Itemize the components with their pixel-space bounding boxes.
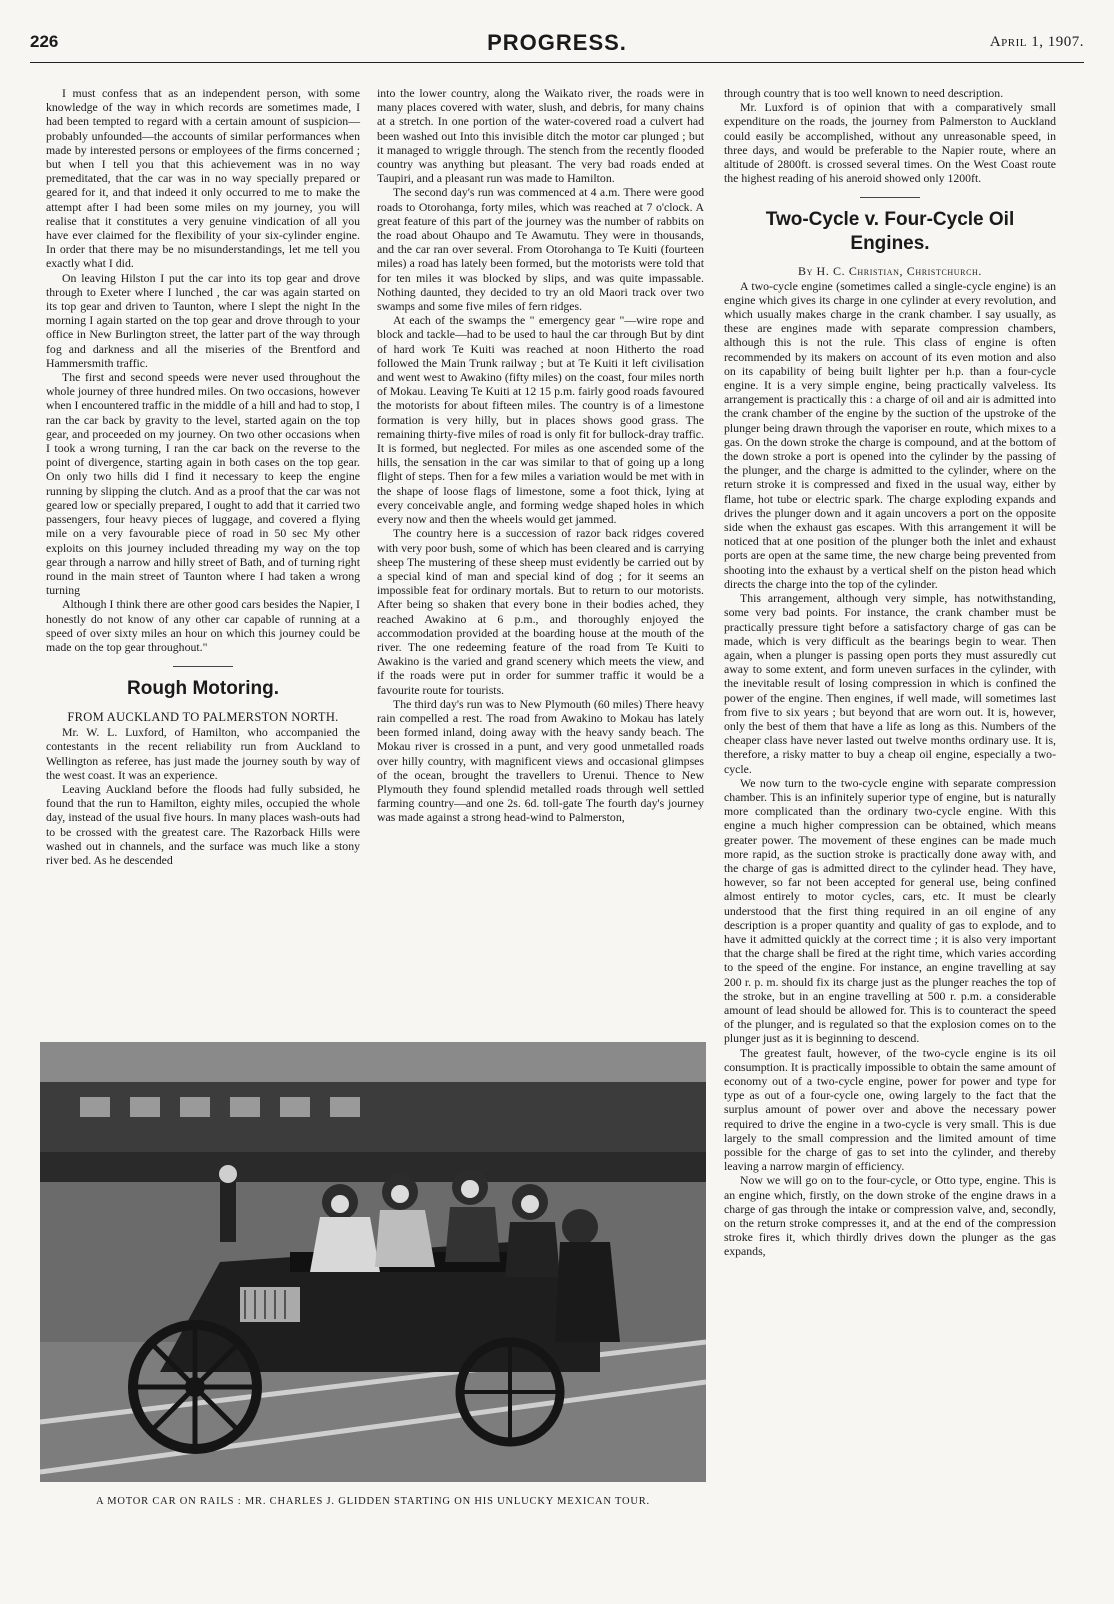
paragraph: I must confess that as an independent person, with some knowledge of the way in which records are sometimes made, I had been tempted to regard with a certain amount of suspicion—probably unfounded—the accounts of similar performances when made by interested persons or employees of the firms concerned ; but when I tell you that this achievement was in no way premeditated, that the car was in no way specially prepared or geared for it, and that indeed it only occurred to me to make the attempt after I had been some miles on my journey, you will realise that it constitutes a very genuine vindication of all you have ever claimed for the flexibility of your six-cylinder engine. In order that there may be no misunderstandings, let me tell you exactly what I did. <box>46 86 360 271</box>
paragraph: through country that is too well known to need description. <box>724 86 1004 100</box>
paragraph: Mr. Luxford is of opinion that with a comparatively small expenditure on the roads, the journey from Palmerston to Auckland could easily be accomplished, without any unreasonable speed, in three days, and would be preferable to the Napier route, where an altitude of 2800ft. is crossed several times. On the West Coast route the highest reading of his aneroid showed only 1200ft. <box>724 100 1056 186</box>
motor-car-photo <box>40 1042 706 1482</box>
paragraph: Leaving Auckland before the floods had fully subsided, he found that the run to Hamilton, eighty miles, occupied the whole day, instead of the usual five hours. In many places wash-outs had to be crossed with the greatest care. The Razorback Hills were washed out in channels, and the surface was much like a stony river bed. As he descended <box>46 781 360 867</box>
page-number: 226 <box>30 32 59 51</box>
paragraph: A two-cycle engine (sometimes called a single-cycle engine) is an engine which gives its charge in one cylinder at every revolution, and which usually makes charge in the crank chamber. I say usually, as these are engines made with separate compression chambers, although this is not the rule. This class of engine is often recommended by its makers on account of its even motion and also on its capability of being built lighter per h.p. than a four-cycle engine. It is a very simple engine, being practically valveless. Its arrangement is practically this : a charge of oil and air is admitted into the crank chamber of the engine by the suction of the upstroke of the plunger being drawn through the vaporiser en route, which mixes to a gas. On the down stroke the charge is compound, and at the bottom of the down stroke a port is opened into the cylinder by the passing of the plunger, and the charge is admitted to the cylinder, where on the return stroke it is compressed and fixed in the usual way, either by flame, hot tube or electric spark. The charge exploding expands and drives the plunger down and it again uncovers a port on the opposite side when the exhaust gas escapes. With this arrangement it will be noticed that at one position of the plunger both the inlet and exhaust ports are open at the same time, the new charge being prevented from shooting into the exhaust by a vertical shelf on the piston head which directs the charge into the top of the cylinder. <box>724 278 1056 591</box>
paragraph: This arrangement, although very simple, has notwithstanding, some very bad points. For instance, the crank chamber must be practically pressure tight before a satisfactory charge of gas can be made, which is very difficult as the bearings begin to wear. Then again, when a plunger is passing open ports they must assuredly cut away to some extent, and form uneven surfaces in the cylinder, with the inevitable result of losing compression in which is confined the power of the engine. Then engines, if well made, will sometimes last from five to six years ; but beyond that are worn out. It is, however, only the best of them that have a life as long as this. Numbers of the cheaper class have never lasted out twelve months ordinary use. It is, therefore, a risky matter to buy a cheap oil engine, especially a two-cycle. <box>724 591 1056 776</box>
paragraph: into the lower country, along the Waikato river, the roads were in many places covered with water, slush, and debris, for many chains at a stretch. In one portion of the water-covered road a culvert had been washed out Into this invisible ditch the motor car plunged ; but it managed to wriggle through. The stench from the recently flooded country was anything but pleasant. The very bad roads ended at Taupiri, and a pleasant run was made to Hamilton. <box>377 86 704 186</box>
section-divider <box>173 666 233 667</box>
paragraph: At each of the swamps the " emergency gear "—wire rope and block and tackle—had to be used to haul the car through But by dint of hard work Te Kuiti was reached at noon Hitherto the road followed the Main Trunk railway ; but at Te Kuiti it left civilisation and went west to Awakino (fifty miles) on the coast, four miles north of Mokau. Leaving Te Kuiti at 12 15 p.m. fairly good roads favoured the motorists for about fifteen miles. The country is of a limestone formation is very hilly, but in places shows good grass. The remaining thirty-five miles of road is only fit for bullock-dray traffic. It is formed, but neglected. For miles as one ascended some of the hills, the sensation in the car was similar to that of going up a long flight of steps. Then for a few miles a variation would be met with in the shape of loose flags of limestone, some a foot thick, lying at every conceivable angle, and forming wedge shaped holes in which every now and then the wheels would get jammed. <box>377 313 704 527</box>
page-header <box>30 30 1084 60</box>
article-byline: By H. C. Christian, Christchurch. <box>797 264 983 279</box>
photo-illustration <box>40 1042 706 1482</box>
column-2 <box>377 86 704 825</box>
article-title-two-cycle: Two-Cycle v. Four-Cycle Oil Engines. <box>765 209 1015 255</box>
paragraph: On leaving Hilston I put the car into its top gear and drove through to Exeter where I lunched , the car was again started on its top gear and driven to Taunton, where I slept the night In the morning I again started on the top gear and drove through to your office in New Burlington street, the latter part of the way through fog and darkness and all the miseries of the Brentford and Hammersmith traffic. <box>46 270 360 370</box>
issue-date: April 1, 1907. <box>989 34 1084 50</box>
column-3 <box>724 86 1056 1259</box>
journal-title: PROGRESS. <box>487 30 627 55</box>
paragraph: The second day's run was commenced at 4 a.m. There were good roads to Otorohanga, forty miles, which was reached at 7 o'clock. A great feature of this part of the journey was the number of rabbits on the road about Ohaupo and Te Awamutu. They were in thousands, and the car ran over several. From Otorohanga to Te Kuiti (fourteen miles) a road has lately been formed, but the motorists were told that for ten miles it was blocked by slips, and was quite impassable. Nothing daunted, they decided to try an old Maori track over two swamps and some five miles of fern ridges. <box>377 185 704 314</box>
paragraph: The first and second speeds were never used throughout the whole journey of three hundred miles. On two occasions, however when I encountered traffic in the middle of a hill and had to stop, I ran the car back by gravity to the level, started again on the top gear, and proceeded on my journey. On two other occasions when I took a wrong turning, I ran the car back on the reverse to the point of divergence, starting again in both cases on the top gear. On only two hills did I find it necessary to keep the engine running by slipping the clutch. And as a proof that the car was not geared low or specially prepared, I ought to add that it carried two passengers, four heavy pieces of luggage, and covered a flying mile on a very favourable piece of road in 50 sec My other exploits on this journey included threading my way on the top gear through a narrow and hilly street of Bath, and of turning right round in the main street of Taunton where I had taken a wrong turning <box>46 370 360 598</box>
photo-caption: A MOTOR CAR ON RAILS : MR. CHARLES J. GLIDDEN STARTING ON HIS UNLUCKY MEXICAN TOUR. <box>96 1496 650 1507</box>
paragraph: Mr. W. L. Luxford, of Hamilton, who accompanied the contestants in the recent reliability run from Auckland to Wellington as referee, has just made the journey south by way of the west coast. It was an experience. <box>46 725 360 782</box>
paragraph: Now we will go on to the four-cycle, or Otto type, engine. This is an engine which, firstly, on the down stroke of the engine draws in a charge of gas through the intake or compression valve, and, secondly, on the return stroke compresses it, and at the end of the compression stroke fires it, which thirdly drives down the plunger as the gas expands, <box>724 1173 1056 1259</box>
article-title-rough-motoring: Rough Motoring. <box>127 678 279 700</box>
header-rule <box>30 62 1084 63</box>
article-subtitle: FROM AUCKLAND TO PALMERSTON NORTH. <box>67 710 339 725</box>
paragraph: The greatest fault, however, of the two-cycle engine is its oil consumption. It is practically impossible to obtain the same amount of economy out of a two-cycle engine, power for power and type for type as out of a four-cycle one, owing largely to the fact that the surplus amount of power over and above the necessary power required to drive the engine in a two-cycle is very small. This is due largely to the small compression and the limited amount of time possible for the charge of gas to set into the cylinder, and thereby leaving a narrow margin of efficiency. <box>724 1045 1056 1174</box>
paragraph: The country here is a succession of razor back ridges covered with very poor bush, some of which has been cleared and is carrying sheep The mustering of these sheep must evidently be carried out by a special kind of man and special kind of dog ; for it seems an impossible feat for ordinary mortals. But to return to our motorists. After being so shaken that every bone in their bodies ached, they reached Awakino at 6 p.m., and thoroughly enjoyed the accommodation provided at the boarding house at the mouth of the river. The one redeeming feature of the road from Te Kuiti to Awakino is the varied and grand scenery which meets the view, and if the roads were put in order for summer traffic it would be a favourite route for tourists. <box>377 526 704 697</box>
paragraph: Although I think there are other good cars besides the Napier, I honestly do not know of any other car capable of running at a speed of over sixty miles an hour on which this journey could be made on the top gear throughout." <box>46 597 360 654</box>
paragraph: The third day's run was to New Plymouth (60 miles) There heavy rain compelled a rest. The road from Awakino to Mokau has lately been formed inland, doing away with the heavy sandy beach. The Mokau river is crossed in a punt, and very good unmetalled roads over hilly country, with magnificent views and occasional glimpses of the ocean, brought the travellers to Urenui. Thence to New Plymouth they found splendid metalled roads through well settled farming country—and one 2s. 6d. toll-gate The fourth day's journey was made against a strong head-wind to Palmerston, <box>377 696 704 825</box>
paragraph: We now turn to the two-cycle engine with separate compression chamber. This is an infinitely superior type of engine, but is naturally more complicated than the ordinary two-cycle engine. With this engine a much higher compression can be obtained, which means greater power. The movement of these engines can be made much more rapid, as the suction stroke is practically done away with, and the charge of gas is admitted direct to the cylinder head. They have, however, so far not been accepted for general use, being confined almost entirely to motor cycles, cars, etc. It must be clearly understood that the first thing required in an oil engine of any description is a proper quantity and quality of gas to explode, and to have it admitted quickly at the correct time ; it is also very important that the charge shall be fired at the right time, which varies according to the speed of the engine. For instance, an engine travelling at say 200 r. p. m. should fix its charge just as the plunger reaches the top of the stroke, but in an engine travelling at 500 r. p.m. a considerable amount of lead should be allowed for. This is to counteract the speed of the plunger, and is regulated so that the explosion comes on to the plunger just as it is beginning to descend. <box>724 775 1056 1046</box>
column-1 <box>46 86 360 867</box>
section-divider <box>860 197 920 198</box>
